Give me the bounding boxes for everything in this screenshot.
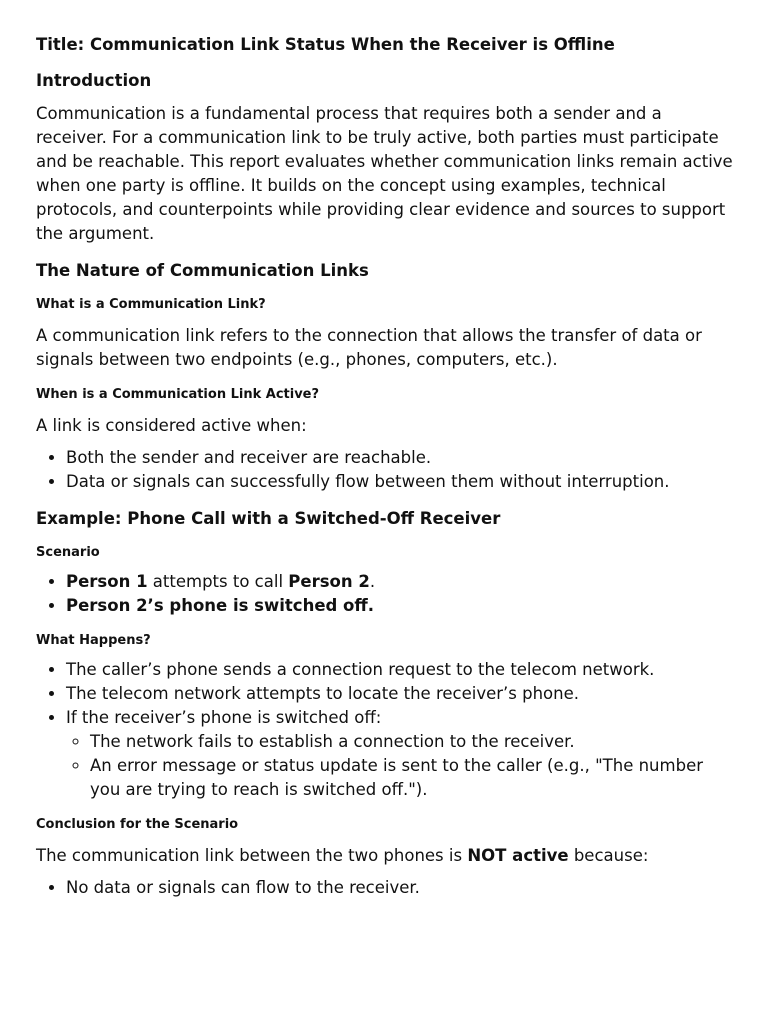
what-is-link-heading: What is a Communication Link? bbox=[36, 297, 266, 312]
person2-label: Person 2 bbox=[288, 572, 370, 591]
what-happens-heading: What Happens? bbox=[36, 633, 151, 648]
nested-list-item: ◦ An error message or status update is sent to the caller (e.g., "The number you are trying to reach is switched off."). bbox=[90, 754, 736, 802]
conclusion-paragraph bbox=[36, 844, 736, 868]
list-item: • Both the sender and receiver are reachable. bbox=[66, 446, 736, 470]
what-is-link-paragraph: A communication link refers to the connection that allows the transfer of data or signals between two endpoints (e.g., phones, computers, etc.). bbox=[36, 326, 702, 369]
scenario-text: attempts to call bbox=[147, 572, 289, 591]
scenario-list bbox=[36, 570, 736, 618]
conclusion-heading: Conclusion for the Scenario bbox=[36, 817, 239, 832]
conclusion-text: The communication link between the two phones is bbox=[36, 846, 468, 865]
conclusion-text-end: because: bbox=[568, 846, 649, 865]
introduction-heading: Introduction bbox=[36, 71, 152, 90]
nested-list bbox=[66, 730, 736, 802]
nature-heading: The Nature of Communication Links bbox=[36, 261, 369, 280]
list-item: • No data or signals can flow to the receiver. bbox=[66, 876, 736, 900]
scenario-heading: Scenario bbox=[36, 545, 100, 560]
when-active-list bbox=[36, 446, 736, 494]
nested-list-item: ◦ The network fails to establish a connection to the receiver. bbox=[90, 730, 736, 754]
person1-label: Person 1 bbox=[66, 572, 148, 591]
when-active-intro: A link is considered active when: bbox=[36, 416, 307, 435]
list-item bbox=[66, 706, 736, 802]
introduction-paragraph: Communication is a fundamental process that requires both a sender and a receiver. For a communication link to be truly active, both parties must participate and be reachable. This report evaluates whether communication links remain active when one party is offline. It builds on the concept using examples, technical protocols, and counterpoints while providing clear evidence and sources to support the argument. bbox=[36, 104, 733, 243]
list-item: • Data or signals can successfully flow between them without interruption. bbox=[66, 470, 736, 494]
example-heading: Example: Phone Call with a Switched-Off Receiver bbox=[36, 509, 501, 528]
list-item: • The telecom network attempts to locate the receiver’s phone. bbox=[66, 682, 736, 706]
list-item: • The caller’s phone sends a connection request to the telecom network. bbox=[66, 658, 736, 682]
conclusion-list bbox=[36, 876, 736, 900]
when-active-heading: When is a Communication Link Active? bbox=[36, 387, 320, 402]
document-title: Title: Communication Link Status When the Receiver is Offline bbox=[36, 35, 615, 54]
scenario-bold-text: Person 2’s phone is switched off. bbox=[66, 596, 375, 615]
scenario-end: . bbox=[369, 572, 376, 591]
what-happens-list bbox=[36, 658, 736, 802]
document-page bbox=[36, 30, 736, 900]
list-item-text: If the receiver’s phone is switched off: bbox=[66, 708, 382, 727]
conclusion-bold: NOT active bbox=[467, 846, 569, 865]
list-item bbox=[66, 594, 736, 618]
list-item bbox=[66, 570, 736, 594]
